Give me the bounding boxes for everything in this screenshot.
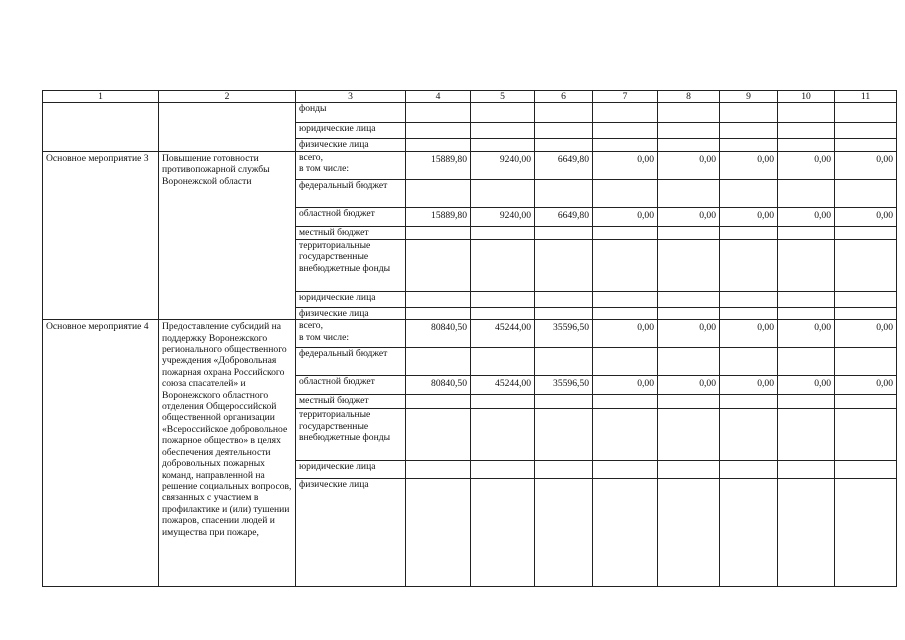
value-cell (835, 479, 897, 587)
value-cell: 45244,00 (471, 376, 535, 395)
value-cell: 6649,80 (535, 207, 593, 226)
value-cell: 0,00 (720, 207, 778, 226)
funding-source: физические лица (296, 139, 406, 151)
value-cell: 0,00 (593, 151, 658, 179)
value-cell (593, 291, 658, 307)
value-cell: 35596,50 (535, 376, 593, 395)
value-cell (778, 103, 835, 123)
value-cell: 0,00 (658, 320, 720, 348)
value-cell: 0,00 (835, 320, 897, 348)
value-cell (658, 139, 720, 151)
funding-source: всего, в том числе: (296, 320, 406, 348)
value-cell (778, 461, 835, 479)
column-header-7: 7 (593, 91, 658, 103)
value-cell (471, 479, 535, 587)
funding-source: местный бюджет (296, 395, 406, 409)
value-cell (593, 179, 658, 207)
value-cell (778, 139, 835, 151)
value-cell (720, 103, 778, 123)
measure-3-row (43, 151, 897, 179)
value-cell (406, 226, 471, 239)
measure-description: Повышение готовности противопожарной службы Воронежской области (159, 151, 296, 319)
value-cell: 0,00 (720, 151, 778, 179)
value-cell (720, 461, 778, 479)
value-cell (658, 179, 720, 207)
funding-source: областной бюджет (296, 376, 406, 395)
value-cell (535, 409, 593, 461)
funding-source: всего, в том числе: (296, 151, 406, 179)
value-cell: 0,00 (778, 320, 835, 348)
value-cell (535, 139, 593, 151)
value-cell (593, 461, 658, 479)
value-cell (535, 461, 593, 479)
measure-name: Основное мероприятие 4 (43, 320, 159, 587)
value-cell (535, 479, 593, 587)
value-cell (720, 307, 778, 319)
value-cell (658, 226, 720, 239)
funding-source: фонды (296, 103, 406, 123)
value-cell (658, 461, 720, 479)
value-cell (471, 123, 535, 139)
value-cell (835, 103, 897, 123)
value-cell (471, 179, 535, 207)
value-cell (778, 395, 835, 409)
value-cell (593, 123, 658, 139)
value-cell (471, 226, 535, 239)
value-cell (535, 103, 593, 123)
value-cell: 9240,00 (471, 151, 535, 179)
value-cell (471, 291, 535, 307)
measure-name: Основное мероприятие 3 (43, 151, 159, 319)
value-cell (720, 239, 778, 291)
value-cell (406, 409, 471, 461)
value-cell (658, 395, 720, 409)
value-cell (835, 461, 897, 479)
value-cell (406, 461, 471, 479)
value-cell (471, 395, 535, 409)
column-header-3: 3 (296, 91, 406, 103)
value-cell: 0,00 (593, 320, 658, 348)
value-cell: 35596,50 (535, 320, 593, 348)
value-cell (406, 395, 471, 409)
funding-table (42, 90, 897, 587)
funding-source: юридические лица (296, 291, 406, 307)
value-cell (406, 291, 471, 307)
value-cell (658, 409, 720, 461)
value-cell (835, 179, 897, 207)
value-cell (471, 139, 535, 151)
funding-source: территориальные государственные внебюджетные фонды (296, 409, 406, 461)
value-cell (720, 179, 778, 207)
value-cell (720, 479, 778, 587)
column-header-2: 2 (159, 91, 296, 103)
column-header-8: 8 (658, 91, 720, 103)
value-cell (720, 139, 778, 151)
value-cell (720, 348, 778, 376)
value-cell (778, 307, 835, 319)
value-cell (406, 479, 471, 587)
value-cell (720, 123, 778, 139)
value-cell: 0,00 (835, 151, 897, 179)
value-cell (535, 226, 593, 239)
value-cell: 0,00 (835, 207, 897, 226)
funding-source: физические лица (296, 307, 406, 319)
value-cell (471, 239, 535, 291)
value-cell: 0,00 (778, 207, 835, 226)
funding-source: территориальные государственные внебюджетные фонды (296, 239, 406, 291)
value-cell (658, 348, 720, 376)
value-cell (835, 409, 897, 461)
value-cell (535, 239, 593, 291)
value-cell (535, 291, 593, 307)
value-cell (835, 395, 897, 409)
value-cell (720, 409, 778, 461)
value-cell: 0,00 (593, 207, 658, 226)
value-cell (658, 307, 720, 319)
value-cell (658, 103, 720, 123)
value-cell (593, 103, 658, 123)
value-cell (535, 348, 593, 376)
funding-source: федеральный бюджет (296, 348, 406, 376)
value-cell (406, 348, 471, 376)
value-cell (658, 291, 720, 307)
column-header-9: 9 (720, 91, 778, 103)
value-cell (535, 179, 593, 207)
funding-source: юридические лица (296, 461, 406, 479)
continuation-row (43, 103, 897, 123)
value-cell (778, 479, 835, 587)
value-cell: 0,00 (778, 376, 835, 395)
value-cell (535, 307, 593, 319)
value-cell (835, 226, 897, 239)
value-cell: 80840,50 (406, 320, 471, 348)
value-cell: 0,00 (658, 376, 720, 395)
measure-description: Предоставление субсидий на поддержку Воронежского регионального общественного учреждения «Добровольная пожарная охрана Российского союза спасателей» и Воронежского областного отделения Общероссийской общественной организации «Всероссийское добровольное пожарное общество» в целях обеспечения деятельности добровольных пожарных команд, направленной на решение социальных вопросов, связанных с участием в профилактике и (или) тушении пожаров, спасении людей и имущества при пожаре, (159, 320, 296, 587)
value-cell: 15889,80 (406, 207, 471, 226)
column-header-5: 5 (471, 91, 535, 103)
value-cell (593, 139, 658, 151)
value-cell (471, 348, 535, 376)
value-cell: 0,00 (835, 376, 897, 395)
value-cell (658, 239, 720, 291)
continuation-cell-2 (159, 103, 296, 151)
continuation-cell-1 (43, 103, 159, 151)
value-cell (835, 123, 897, 139)
value-cell (778, 291, 835, 307)
value-cell (778, 226, 835, 239)
value-cell: 0,00 (720, 376, 778, 395)
value-cell (720, 395, 778, 409)
value-cell (593, 395, 658, 409)
value-cell (593, 239, 658, 291)
measure-4-row (43, 320, 897, 348)
value-cell (778, 179, 835, 207)
funding-source: местный бюджет (296, 226, 406, 239)
value-cell: 80840,50 (406, 376, 471, 395)
column-header-6: 6 (535, 91, 593, 103)
value-cell (593, 348, 658, 376)
value-cell (835, 139, 897, 151)
value-cell (471, 103, 535, 123)
value-cell (406, 103, 471, 123)
value-cell (471, 307, 535, 319)
column-header-11: 11 (835, 91, 897, 103)
value-cell (835, 239, 897, 291)
value-cell: 45244,00 (471, 320, 535, 348)
value-cell (471, 409, 535, 461)
column-header-4: 4 (406, 91, 471, 103)
value-cell (471, 461, 535, 479)
value-cell: 0,00 (658, 151, 720, 179)
value-cell: 0,00 (778, 151, 835, 179)
funding-source: юридические лица (296, 123, 406, 139)
value-cell (593, 409, 658, 461)
value-cell (593, 307, 658, 319)
value-cell (835, 291, 897, 307)
value-cell (593, 226, 658, 239)
value-cell: 15889,80 (406, 151, 471, 179)
value-cell (720, 226, 778, 239)
value-cell (720, 291, 778, 307)
value-cell: 0,00 (593, 376, 658, 395)
value-cell (535, 123, 593, 139)
column-header-10: 10 (778, 91, 835, 103)
funding-source: федеральный бюджет (296, 179, 406, 207)
value-cell (406, 123, 471, 139)
value-cell (406, 307, 471, 319)
value-cell (535, 395, 593, 409)
funding-source: областной бюджет (296, 207, 406, 226)
value-cell (593, 479, 658, 587)
value-cell: 0,00 (658, 207, 720, 226)
value-cell (778, 348, 835, 376)
value-cell (778, 123, 835, 139)
value-cell: 6649,80 (535, 151, 593, 179)
value-cell (778, 409, 835, 461)
value-cell (778, 239, 835, 291)
column-header-1: 1 (43, 91, 159, 103)
funding-source: физические лица (296, 479, 406, 587)
header-row (43, 91, 897, 103)
value-cell (406, 139, 471, 151)
value-cell (658, 479, 720, 587)
value-cell (658, 123, 720, 139)
value-cell (406, 239, 471, 291)
value-cell (835, 348, 897, 376)
value-cell: 0,00 (720, 320, 778, 348)
value-cell (835, 307, 897, 319)
value-cell: 9240,00 (471, 207, 535, 226)
value-cell (406, 179, 471, 207)
